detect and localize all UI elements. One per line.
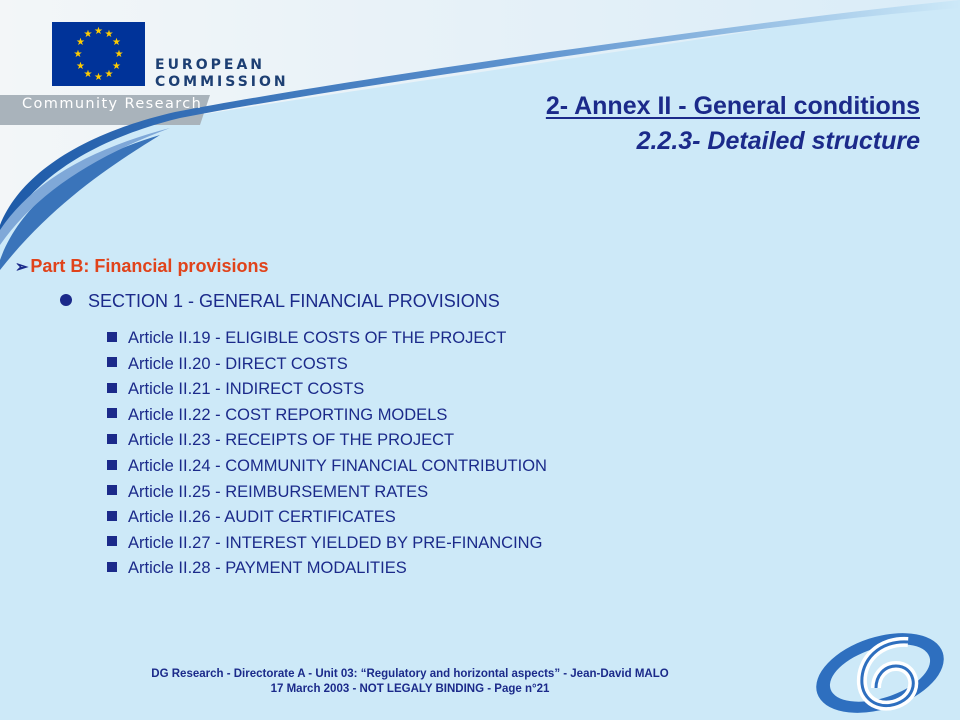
section-label: SECTION 1 - GENERAL FINANCIAL PROVISIONS: [88, 291, 500, 311]
svg-text:★: ★: [112, 61, 121, 72]
article-label: Article II.27 - INTEREST YIELDED BY PRE-FINANCING: [128, 533, 543, 552]
footer-line-1: DG Research - Directorate A - Unit 03: “Regulatory and horizontal aspects” - Jean-David MALO: [151, 668, 669, 680]
svg-text:★: ★: [94, 26, 103, 37]
svg-text:★: ★: [112, 37, 121, 48]
section-heading: [60, 291, 500, 312]
part-label: Part B: Financial provisions: [30, 256, 269, 276]
list-item: [107, 556, 547, 582]
article-label: Article II.26 - AUDIT CERTIFICATES: [128, 508, 396, 527]
svg-text:★: ★: [76, 37, 85, 48]
circle-bullet-icon: [60, 294, 72, 306]
article-label: Article II.23 - RECEIPTS OF THE PROJECT: [128, 431, 455, 450]
list-item: [107, 531, 547, 557]
footer-line-2: 17 March 2003 - NOT LEGALY BINDING - Page n°21: [270, 683, 550, 695]
square-bullet-icon: [107, 460, 117, 470]
title-line-2: 2.2.3- Detailed structure: [636, 127, 920, 155]
svg-text:★: ★: [83, 69, 93, 80]
square-bullet-icon: [107, 562, 117, 572]
arrow-bullet-icon: ➢: [15, 259, 29, 276]
square-bullet-icon: [107, 434, 117, 444]
svg-text:★: ★: [83, 29, 93, 40]
brand-line-commission: COMMISSION: [155, 74, 289, 90]
square-bullet-icon: [107, 332, 117, 342]
square-bullet-icon: [107, 485, 117, 495]
svg-text:★: ★: [114, 49, 124, 60]
slide-title: [546, 89, 920, 159]
article-list: [107, 326, 547, 582]
article-label: Article II.22 - COST REPORTING MODELS: [128, 405, 448, 424]
title-line-1: 2- Annex II - General conditions: [545, 92, 920, 120]
square-bullet-icon: [107, 408, 117, 418]
svg-text:★: ★: [104, 69, 114, 80]
brand-line-european: EUROPEAN: [155, 57, 265, 73]
fp6-logo: [806, 618, 954, 720]
part-heading: [15, 256, 268, 277]
square-bullet-icon: [107, 383, 117, 393]
article-label: Article II.24 - COMMUNITY FINANCIAL CONTRIBUTION: [128, 456, 547, 475]
list-item: [107, 505, 547, 531]
list-item: [107, 480, 547, 506]
svg-text:★: ★: [104, 29, 114, 40]
svg-text:★: ★: [94, 72, 103, 83]
footer: [0, 667, 820, 697]
list-item: [107, 377, 547, 403]
list-item: [107, 403, 547, 429]
list-item: [107, 454, 547, 480]
article-label: Article II.20 - DIRECT COSTS: [128, 354, 348, 373]
list-item: [107, 428, 547, 454]
square-bullet-icon: [107, 511, 117, 521]
article-label: Article II.19 - ELIGIBLE COSTS OF THE PROJECT: [128, 329, 507, 347]
square-bullet-icon: [107, 536, 117, 546]
article-label: Article II.21 - INDIRECT COSTS: [128, 380, 365, 399]
brand-text: [155, 57, 289, 91]
svg-text:★: ★: [76, 61, 85, 72]
article-label: Article II.28 - PAYMENT MODALITIES: [128, 559, 407, 578]
list-item: [107, 352, 547, 378]
tagline: Community Research: [22, 96, 203, 112]
svg-text:★: ★: [73, 49, 83, 60]
list-item: [107, 326, 547, 352]
square-bullet-icon: [107, 357, 117, 367]
article-label: Article II.25 - REIMBURSEMENT RATES: [128, 482, 429, 501]
eu-flag-logo: [52, 22, 145, 86]
